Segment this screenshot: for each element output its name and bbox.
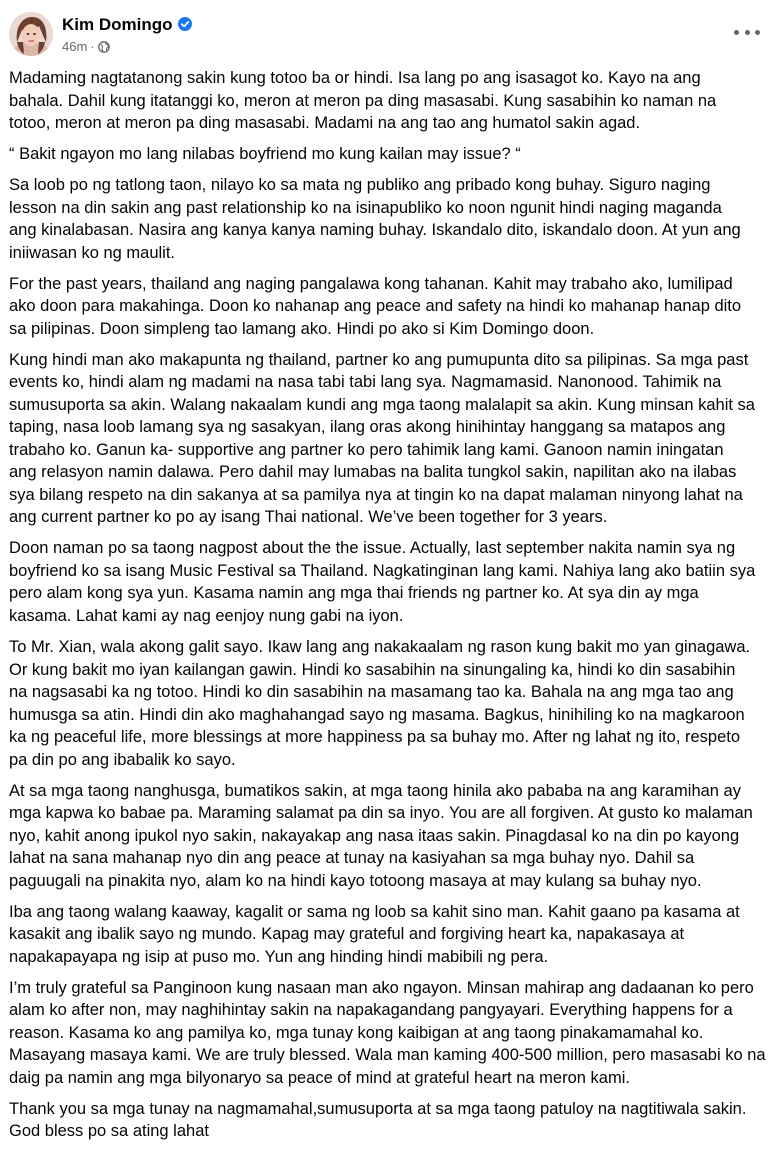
avatar-image [9, 12, 53, 56]
post-paragraph: Doon naman po sa taong nagpost about the the issue. Actually, last september nakita namin sya ng boyfriend ko sa isang Music Festival sa Thailand. Nagkatinginan lang kami. Nahiya lang ako batiin sya pero alam kong sya yun. Kasama namin ang mga thai friends ng partner ko. At sya din ay mga kasama. Lahat kami ay nag eenjoy nung gabi na iyon. [9, 539, 756, 625]
more-options-button[interactable] [734, 22, 760, 42]
post-paragraph: For the past years, thailand ang naging pangalawa kong tahanan. Kahit may trabaho ako, lumilipad ako doon para makahinga. Doon ko nahanap ang peace and safety na hindi ko mahanap hanap dito sa pilipinas. Doon simpleng tao lamang ako. Hindi po ako si Kim Domingo doon. [9, 274, 742, 338]
post-paragraph: Iba ang taong walang kaaway, kagalit or sama ng loob sa kahit sino man. Kahit gaano pa kasama at kasakit ang ibalik sayo ng mundo. Kapag may grateful and forgiving heart ka, napakasaya at napakapayapa ng isip at puso mo. Yun ang hinding hindi mabibili ng pera. [9, 902, 740, 966]
globe-icon[interactable] [98, 41, 110, 53]
post-paragraph: Madaming nagtatanong sakin kung totoo ba or hindi. Isa lang po ang isasagot ko. Kayo na ang bahala. Dahil kung itatanggi ko, meron at meron pa ding masasabi. Kung sasabihin ko naman na totoo, meron at meron pa ding masasabi. Madami na ang tao ang humatol sakin agad. [9, 69, 717, 132]
author-name-row [62, 15, 192, 35]
post-timestamp[interactable]: 46m [62, 39, 88, 54]
author-avatar[interactable] [9, 12, 53, 56]
post-paragraph: “ Bakit ngayon mo lang nilabas boyfriend mo kung kailan may issue? “ [9, 145, 521, 164]
meta-separator: · [90, 39, 95, 54]
post-header [0, 0, 776, 66]
post-paragraph: To Mr. Xian, wala akong galit sayo. Ikaw lang ang nakakaalam ng rason kung bakit mo yan ginagawa. Or kung bakit mo iyan kailangan gawin. Hindi ko sasabihin na sinungaling ka, hindi ko din sasabihin na nagsasabi ka ng totoo. Hindi ko din sasabihin na masamang tao ka. Bahala na ang mga tao ang humusga sa atin. Hindi din ako maghahangad sayo ng masama. Bagkus, hinihiling ko na magkaroon ka ng peaceful life, more blessings at more happiness pa sa buhay mo. After ng lahat ng ito, respeto pa din po ang ibabalik ko sayo. [9, 638, 751, 769]
author-name[interactable]: Kim Domingo [62, 15, 173, 34]
post-paragraph: Thank you sa mga tunay na nagmamahal,sumusuporta at sa mga taong patuloy na nagtitiwala sakin. God bless po sa ating lahat [9, 1099, 747, 1141]
post-body [9, 67, 769, 1152]
post-paragraph: Kung hindi man ako makapunta ng thailand, partner ko ang pumupunta dito sa pilipinas. Sa mga past events ko, hindi alam ng madami na nasa tabi tabi lang sya. Nagmamasid. Nanonood. Tahimik na sumusuporta sa akin. Walang nakaalam kundi ang mga taong malalapit sa akin. Kung minsan kahit sa taping, nasa loob lamang sya ng sasakyan, ilang oras akong hinihintay hanggang sa matapos ang trabaho ko. Ganun ka- supportive ang partner ko pero tahimik lang kami. Ganoon namin iningatan ang relasyon namin dalawa. Pero dahil may lumabas na balita tungkol sakin, napilitan ako na ilabas sya bilang respeto na din sakanya at sa pamilya nya at tingin ko na dapat malaman ninyong lahat na ang current partner ko po ay isang Thai national. We’ve been together for 3 years. [9, 350, 755, 527]
post-meta [62, 39, 110, 54]
more-dot-icon [755, 30, 760, 35]
more-dot-icon [745, 30, 750, 35]
more-dot-icon [734, 30, 739, 35]
post-paragraph: Sa loob po ng tatlong taon, nilayo ko sa mata ng publiko ang pribado kong buhay. Siguro naging lesson na din sakin ang past relationship ko na isinapubliko ko noon ngunit hindi naging maganda ang kinalabasan. Nasira ang kanya kanya naming buhay. Iskandalo dito, iskandalo doon. At yun ang iniiwasan ko ng maulit. [9, 176, 741, 262]
post-paragraph: At sa mga taong nanghusga, bumatikos sakin, at mga taong hinila ako pababa na ang karamihan ay mga kapwa ko babae pa. Maraming salamat pa din sa inyo. You are all forgiven. At gusto ko malaman nyo, kahit anong ipukol nyo sakin, nakayakap ang nasa itaas sakin. Pinagdasal ko na din po kayong lahat na sana mahanap nyo din ang peace at tunay na kasiyahan sa mga buhay nyo. Dahil sa paguugali na pinakita nyo, alam ko na hindi kayo totoong masaya at may kulang sa buhay nyo. [9, 781, 753, 890]
verified-badge-icon [178, 17, 192, 31]
post-paragraph: I’m truly grateful sa Panginoon kung nasaan man ako ngayon. Minsan mahirap ang dadaanan ko pero alam ko after non, may naghihintay sakin na napakagandang pangyayari. Everything happens for a reason. Kasama ko ang pamilya ko, mga tunay kong kaibigan at ang taong pinakamamahal ko. Masayang masaya kami. We are truly blessed. Wala man kaming 400-500 million, pero masasabi ko na daig pa namin ang mga bilyonaryo sa peace of mind at grateful heart na meron kami. [9, 978, 766, 1087]
